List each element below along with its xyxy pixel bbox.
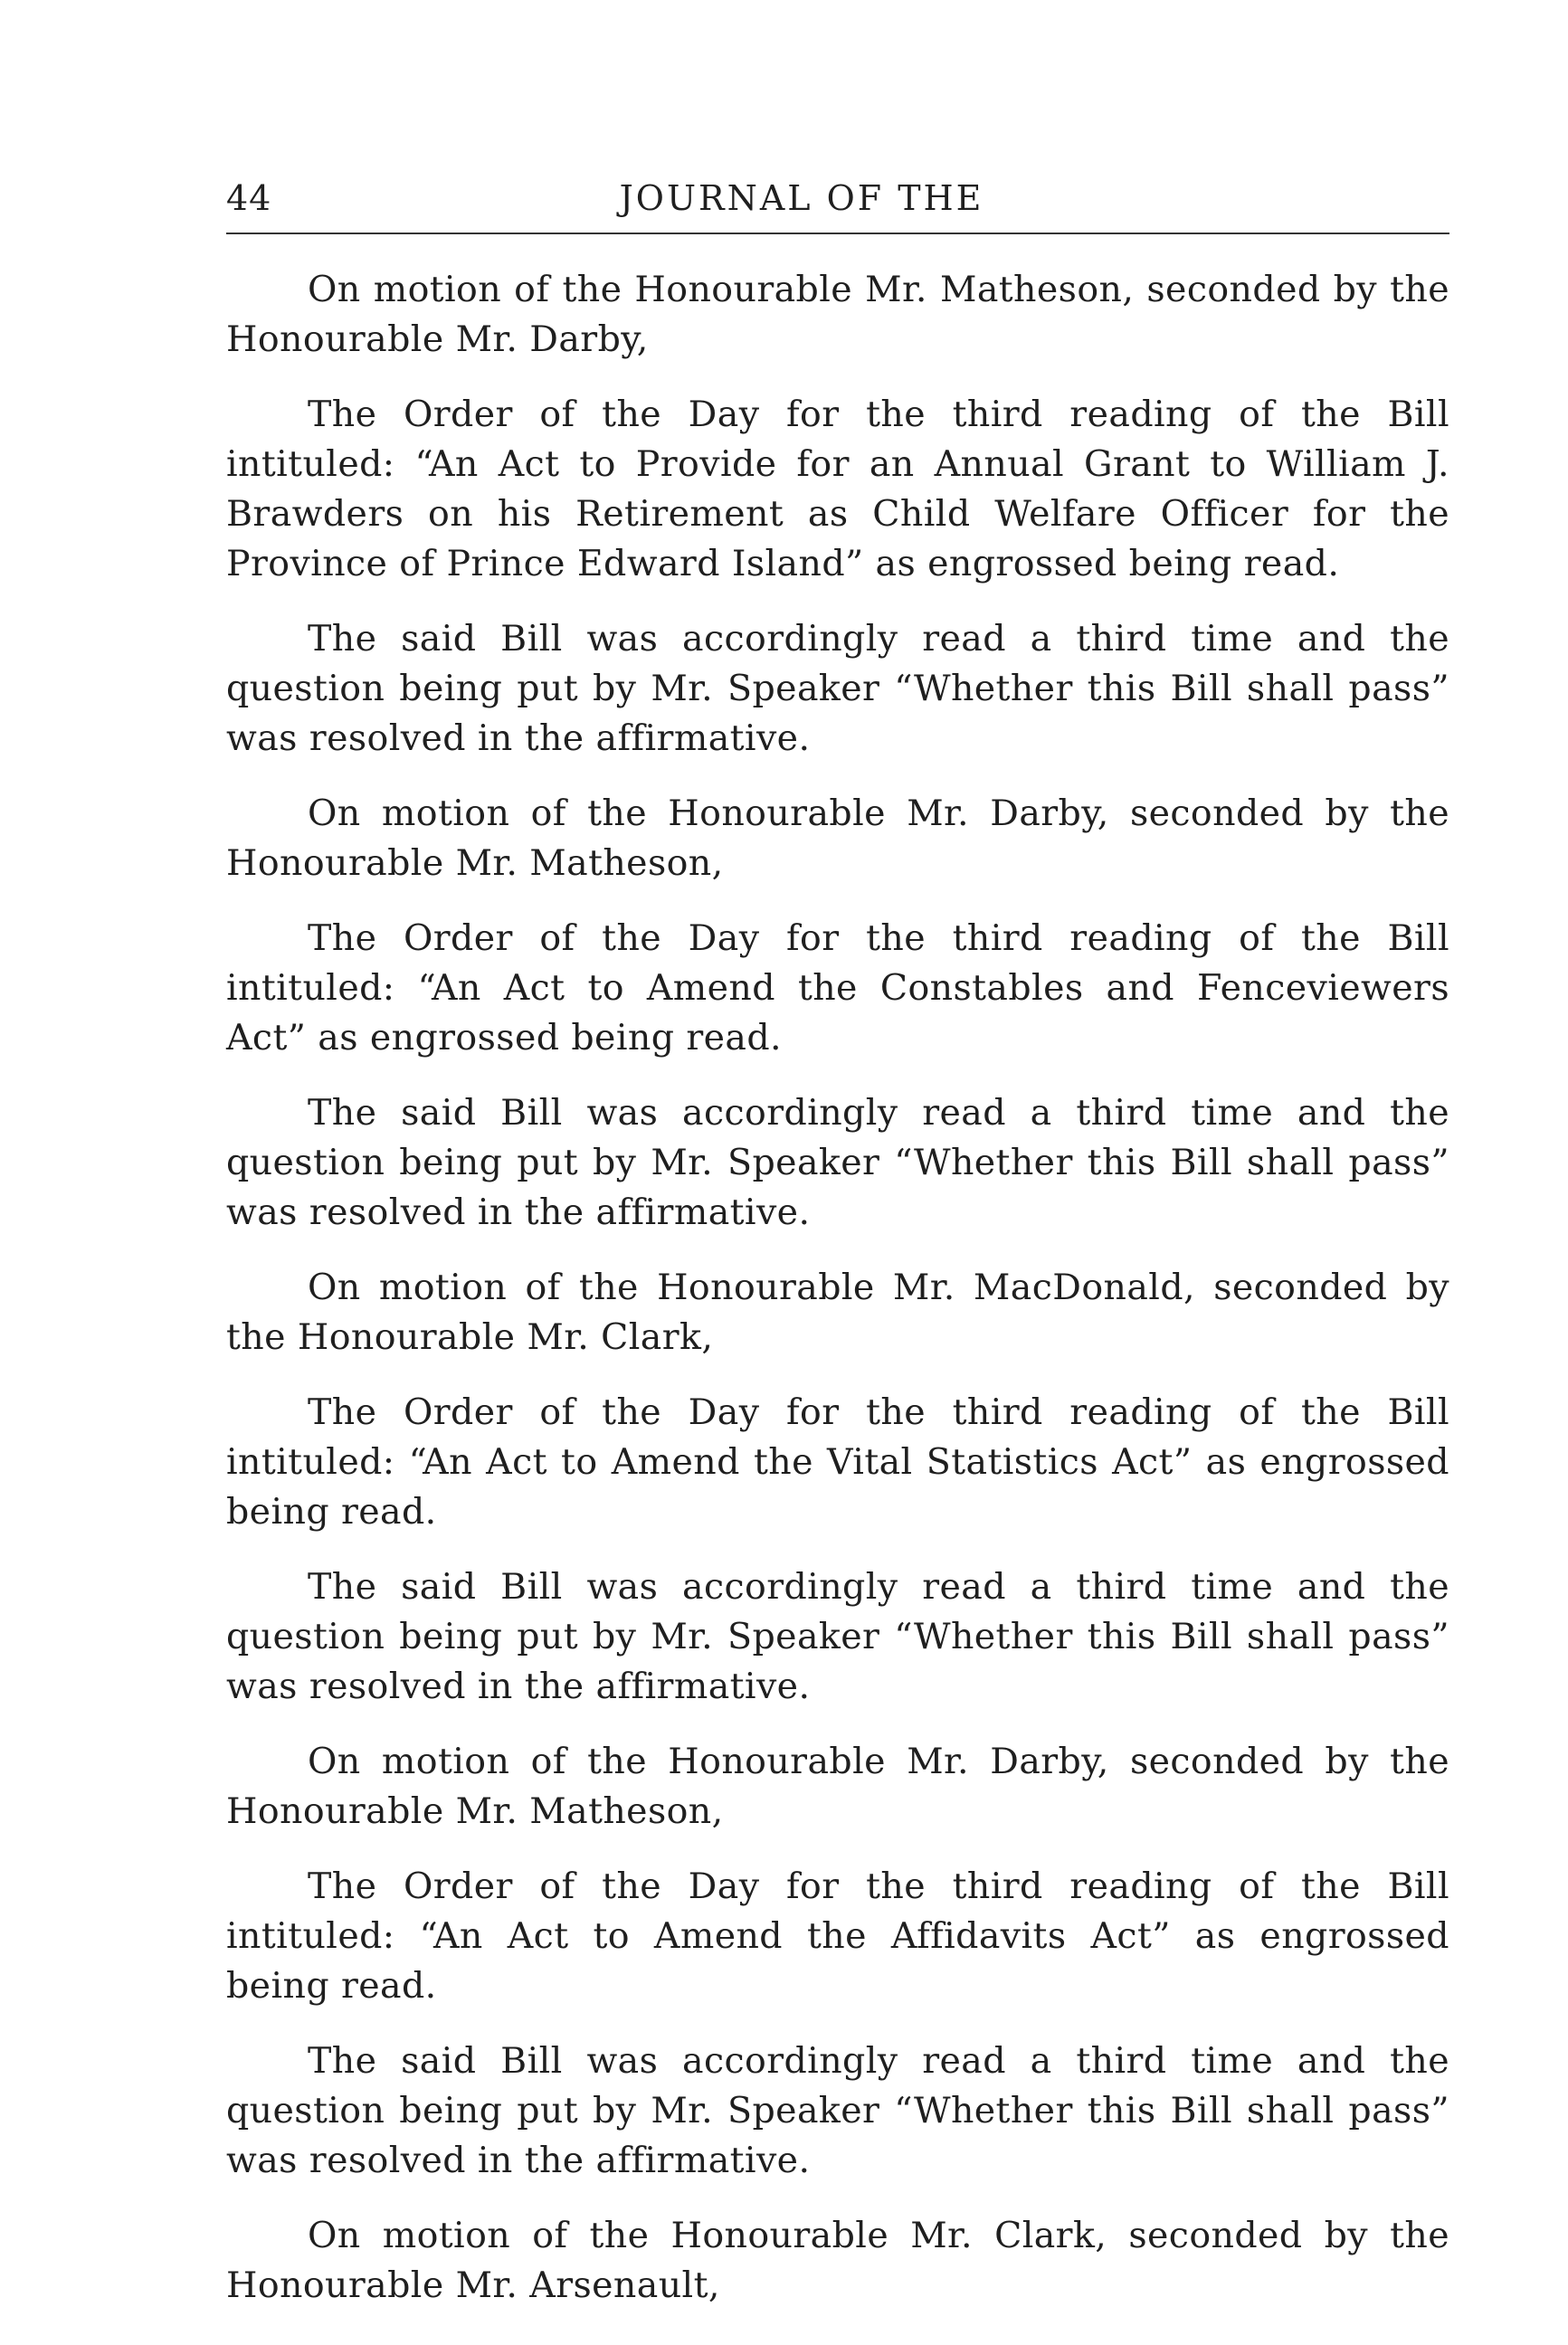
motion-paragraph: On motion of the Honourable Mr. MacDonald, seconded by the Honourable Mr. Clark, (226, 1267, 1449, 1358)
motion-paragraph: On motion of the Honourable Mr. Clark, seconded by the Honourable Mr. Arsenault, (226, 2215, 1449, 2306)
motion-paragraph: On motion of the Honourable Mr. Darby, seconded by the Honourable Mr. Matheson, (226, 1741, 1449, 1832)
page-body (226, 234, 1449, 2311)
page-number: 44 (226, 178, 272, 218)
resolution-paragraph: The said Bill was accordingly read a third time and the question being put by Mr. Speaker “Whether this Bill shall pass” was resolved in the affirmative. (226, 2040, 1449, 2181)
running-title: JOURNAL OF THE (619, 178, 984, 218)
journal-page (226, 167, 1449, 2306)
order-of-day-paragraph: The Order of the Day for the third reading of the Bill intituled: “An Act to Amend the Constables and Fenceviewers Act” as engrossed being read. (226, 917, 1449, 1059)
motion-paragraph: On motion of the Honourable Mr. Matheson, seconded by the Honourable Mr. Darby, (226, 269, 1449, 360)
motion-paragraph: On motion of the Honourable Mr. Darby, seconded by the Honourable Mr. Matheson, (226, 793, 1449, 884)
resolution-paragraph: The said Bill was accordingly read a third time and the question being put by Mr. Speaker “Whether this Bill shall pass” was resolved in the affirmative. (226, 1566, 1449, 1707)
page-header (226, 167, 1449, 234)
order-of-day-paragraph: The Order of the Day for the third reading of the Bill intituled: “An Act to Amend the Vital Statistics Act” as engrossed being read. (226, 1391, 1449, 1533)
resolution-paragraph: The said Bill was accordingly read a third time and the question being put by Mr. Speaker “Whether this Bill shall pass” was resolved in the affirmative. (226, 1092, 1449, 1233)
resolution-paragraph: The said Bill was accordingly read a third time and the question being put by Mr. Speaker “Whether this Bill shall pass” was resolved in the affirmative. (226, 618, 1449, 759)
order-of-day-paragraph: The Order of the Day for the third reading of the Bill intituled: “An Act to Amend the Affidavits Act” as engrossed being read. (226, 1866, 1449, 2007)
order-of-day-paragraph: The Order of the Day for the third reading of the Bill intituled: “An Act to Provide for an Annual Grant to William J. Brawders on his Retirement as Child Welfare Officer for the Province of Prince Edward Island” as engrossed being read. (226, 394, 1449, 584)
